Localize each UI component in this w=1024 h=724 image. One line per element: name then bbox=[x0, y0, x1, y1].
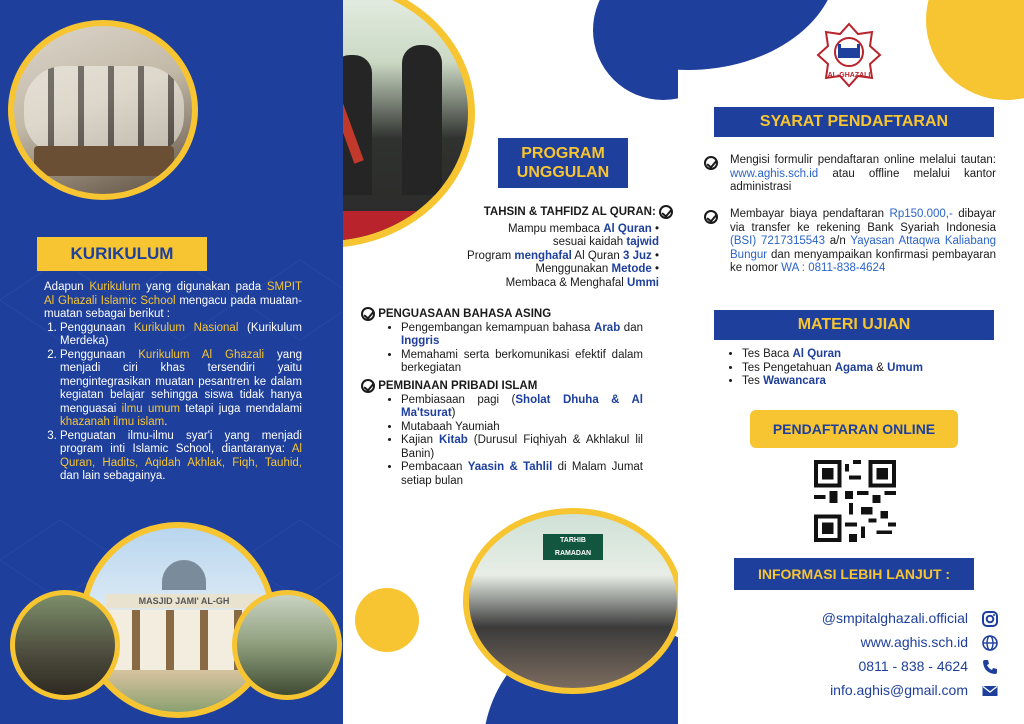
syarat-item-1: Mengisi formulir pendaftaran online melalui tautan: www.aghis.sch.id atau offline melalui kantor administrasi bbox=[700, 154, 996, 195]
check-icon bbox=[659, 205, 673, 219]
program-unggulan-heading: PROGRAM UNGGULAN bbox=[498, 138, 628, 188]
tahsin-title: TAHSIN & TAHFIDZ AL QURAN: bbox=[423, 205, 673, 220]
banner-text: TARHIB RAMADAN bbox=[543, 534, 603, 560]
contact-phone[interactable]: 0811 - 838 - 4624 bbox=[698, 658, 998, 676]
kurikulum-text: Adapun Kurikulum yang digunakan pada SMPIT Al Ghazali Islamic School mengacu pada muatan-muatan sebagai berikut : 1. Penggunaan Kurikulum Nasional (Kurikulum Merdeka) 2. Penggunaan Kurikulum Al Ghazali yang menjadi ciri khas tersendiri yaitu mengintegrasikan muatan pesantren ke dalam kegiatan belajar sehingga siswa tidak hanya menguasai ilmu umum tetapi juga mendalami khazanah ilmu islam. 3. Penguatan ilmu-ilmu syar'i yang menjadi program inti Islamic School, diantaranya: Al Quran, Hadits, Aqidah Akhlak, Fiqh, Tauhid, dan lain sebagainya. bbox=[44, 281, 302, 484]
list-item: 3. Penguatan ilmu-ilmu syar'i yang menjadi program inti Islamic School, diantaranya: Al Quran, Hadits, Aqidah Akhlak, Fiqh, Tauhid, dan lain sebagainya. bbox=[60, 430, 302, 484]
kurikulum-list bbox=[44, 322, 302, 484]
list-item: • Mutabaah Yaumiah bbox=[401, 421, 643, 435]
syarat-item-2: Membayar biaya pendaftaran Rp150.000,- dibayar via transfer ke rekening Bank Syariah Indonesia (BSI) 7217315543 a/n Yayasan Attaqwa Kaliabang Bungur dan menyampaikan konfirmasi pembayaran ke nomor WA : 0811-838-4624 bbox=[700, 208, 996, 276]
school-logo bbox=[816, 22, 882, 88]
list-item: Membaca & Menghafal Ummi bbox=[505, 276, 659, 289]
check-icon bbox=[361, 379, 375, 393]
pendaftaran-online-button[interactable]: PENDAFTARAN ONLINE bbox=[750, 410, 958, 448]
mail-icon bbox=[982, 683, 998, 699]
tahsin-section bbox=[423, 205, 673, 290]
students-quran-photo bbox=[8, 20, 198, 200]
yellow-circle-decoration bbox=[926, 0, 1024, 100]
tarhib-ramadan-photo bbox=[463, 508, 678, 694]
right-panel bbox=[678, 0, 1024, 724]
left-panel bbox=[0, 0, 343, 724]
materi-heading: MATERI UJIAN bbox=[714, 310, 994, 340]
list-item: • Kajian Kitab (Durusul Fiqhiyah & Akhlakul lil Banin) bbox=[401, 434, 643, 461]
list-item: 2. Penggunaan Kurikulum Al Ghazali yang menjadi ciri khas tersendiri yaitu mengintegrasikan muatan pesantren ke dalam kegiatan belajar sehingga siswa tidak hanya menguasai ilmu umum tetapi juga mendalami khazanah ilmu islam. bbox=[60, 349, 302, 430]
kurikulum-heading: KURIKULUM bbox=[37, 237, 207, 271]
contact-instagram[interactable]: @smpitalghazali.official bbox=[698, 610, 998, 628]
pribadi-title: PEMBINAAN PRIBADI ISLAM bbox=[361, 379, 643, 394]
list-item: Mampu membaca Al Quran • bbox=[507, 222, 659, 235]
list-item: • Pembacaan Yaasin & Tahlil di Malam Jumat setiap bulan bbox=[401, 461, 643, 488]
list-item: sesuai kaidah tajwid bbox=[552, 236, 659, 249]
list-item: • Tes Wawancara bbox=[742, 375, 988, 389]
bahasa-title: PENGUASAAN BAHASA ASING bbox=[361, 307, 643, 322]
classroom-photo bbox=[232, 590, 342, 700]
globe-icon bbox=[982, 635, 998, 651]
check-icon bbox=[704, 156, 718, 170]
contact-website[interactable]: www.aghis.sch.id bbox=[698, 634, 998, 652]
syarat-heading: SYARAT PENDAFTARAN bbox=[714, 107, 994, 137]
middle-panel bbox=[343, 0, 678, 724]
instagram-icon bbox=[982, 611, 998, 627]
logo-text: AL-GHAZALI bbox=[827, 72, 871, 79]
yellow-circle-decoration bbox=[593, 0, 678, 100]
check-icon bbox=[361, 307, 375, 321]
list-item: 1. Penggunaan Kurikulum Nasional (Kurikulum Merdeka) bbox=[60, 322, 302, 349]
dance-photo bbox=[10, 590, 120, 700]
list-item: • Tes Baca Al Quran bbox=[742, 348, 988, 362]
pribadi-section bbox=[361, 379, 643, 488]
list-item: Menggunakan Metode • bbox=[535, 263, 659, 276]
informasi-heading: INFORMASI LEBIH LANJUT : bbox=[734, 558, 974, 590]
list-item: Program menghafal Al Quran 3 Juz • bbox=[467, 249, 659, 262]
contact-email[interactable]: info.aghis@gmail.com bbox=[698, 682, 998, 700]
list-item: • Pembiasaan pagi (Sholat Dhuha & Al Ma'tsurat) bbox=[401, 394, 643, 421]
yellow-dot-decoration bbox=[355, 588, 419, 652]
materi-list bbox=[728, 348, 988, 389]
bahasa-section bbox=[361, 307, 643, 376]
phone-icon bbox=[982, 659, 998, 675]
list-item: • Memahami serta berkomunikasi efektif dalam berkegiatan bbox=[401, 349, 643, 376]
qr-code[interactable] bbox=[814, 460, 896, 542]
blue-circle-decoration bbox=[678, 0, 838, 70]
list-item: • Tes Pengetahuan Agama & Umum bbox=[742, 362, 988, 376]
list-item: • Pengembangan kemampuan bahasa Arab dan Inggris bbox=[401, 322, 643, 349]
check-icon bbox=[704, 210, 718, 224]
mosque-sign: MASJID JAMI' AL-GH bbox=[106, 594, 262, 608]
